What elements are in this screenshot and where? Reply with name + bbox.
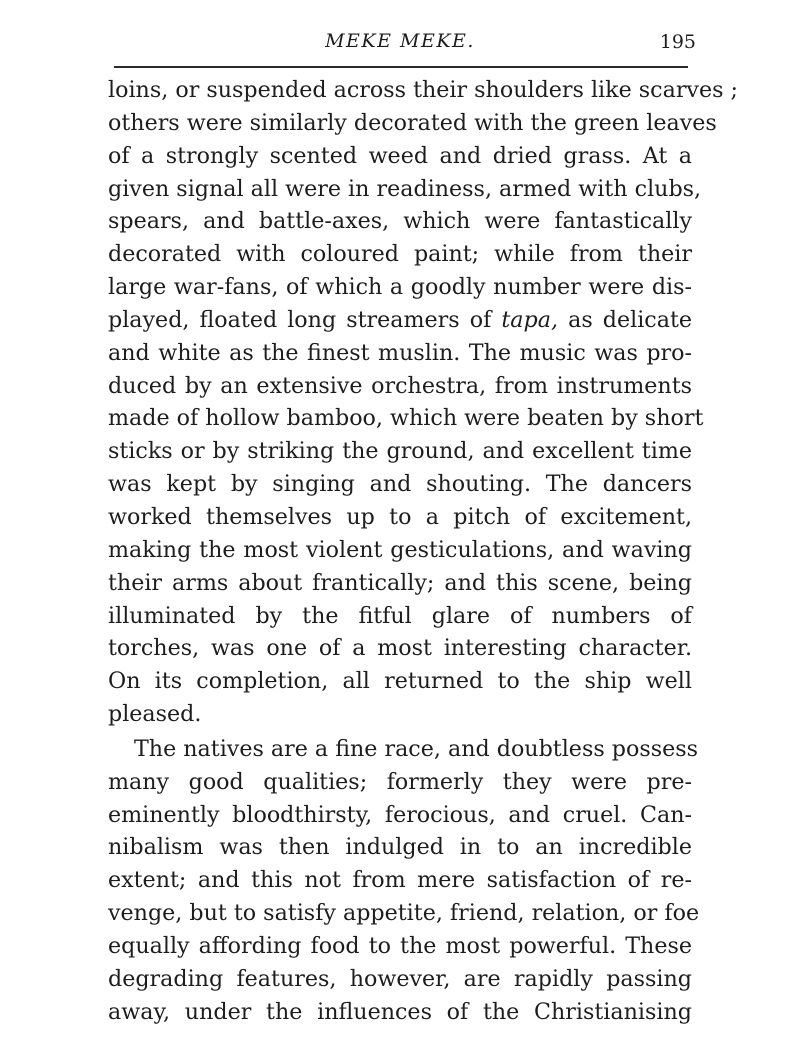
text-line: large war-fans, of which a goodly number were dis- [108,274,692,301]
text-line: and white as the finest muslin. The music was pro- [108,339,692,366]
text-line: The natives are a fine race, and doubtless possess [134,735,699,762]
text-line: was kept by singing and shouting. The dancers [108,471,692,498]
text-line: duced by an extensive orchestra, from instruments [108,372,692,399]
text-line: sticks or by striking the ground, and excellent time [108,438,692,465]
header-rule [114,66,688,68]
text-line: pleased. [108,701,202,728]
text-line: decorated with coloured paint; while from their [108,241,692,268]
text-line: worked themselves up to a pitch of excitement, [108,503,692,530]
paragraph-1 [108,74,739,731]
text-line: eminently bloodthirsty, ferocious, and cruel. Can- [108,801,692,828]
body-text [108,74,739,1028]
text-line: venge, but to satisfy appetite, friend, relation, or foe [108,900,700,927]
text-line: equally affording food to the most powerful. These [108,932,692,959]
text-segment: as delicate [568,306,692,333]
text-line: degrading features, however, are rapidly passing [108,965,692,992]
text-line: loins, or suspended across their shoulders like scarves ; [108,77,739,103]
text-line: illuminated by the fitful glare of numbers of [108,602,692,629]
running-title: MEKE MEKE. [325,30,475,52]
page-number: 195 [659,31,696,53]
text-line: many good qualities; formerly they were pre- [108,768,692,795]
text-line: spears, and battle-axes, which were fantastically [108,208,692,235]
text-line: their arms about frantically; and this scene, being [108,569,692,596]
text-segment: played, floated long streamers of [108,306,492,333]
italic-word: tapa, [501,306,559,333]
text-line: making the most violent gesticulations, and waving [108,536,692,563]
running-header [108,30,696,60]
text-line: made of hollow bamboo, which were beaten by short [108,405,704,432]
text-line: of a strongly scented weed and dried grass. At a [108,142,692,169]
text-line: nibalism was then indulged in to an incredible [108,834,692,861]
text-line: given signal all were in readiness, armed with clubs, [108,175,702,202]
text-line: others were similarly decorated with the green leaves [108,109,717,136]
text-line: away, under the influences of the Christianising [108,998,692,1025]
text-line: torches, was one of a most interesting character. [108,635,692,662]
text-line: On its completion, all returned to the ship well [108,668,692,695]
paragraph-2 [108,733,700,1029]
text-line: extent; and this not from mere satisfaction of re- [108,867,692,894]
text-line [108,304,692,337]
